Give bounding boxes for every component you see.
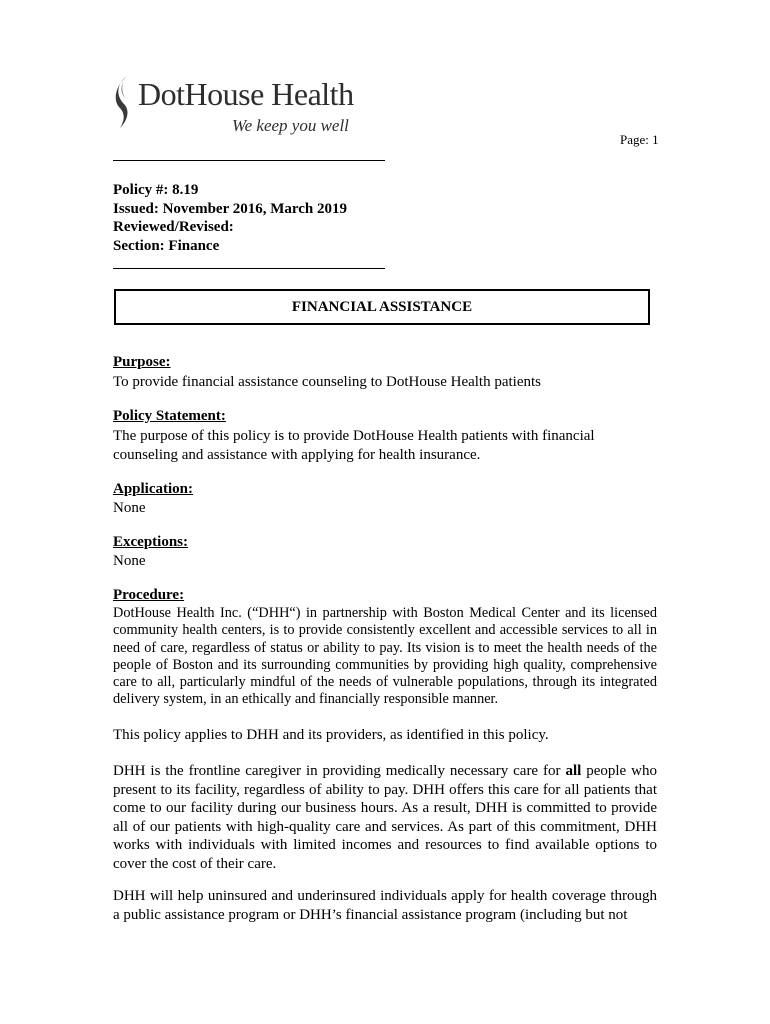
document-title-box (114, 289, 650, 325)
purpose-text: To provide financial assistance counseling to DotHouse Health patients (113, 374, 542, 390)
procedure-paragraph-3 (113, 762, 657, 873)
page-number: Page: 1 (620, 132, 659, 147)
procedure-paragraph-2: This policy applies to DHH and its providers, as identified in this policy. (113, 727, 549, 743)
policy-statement-heading: Policy Statement: (113, 408, 226, 424)
header-divider-bottom (113, 268, 385, 269)
purpose-heading: Purpose: (113, 354, 171, 370)
logo-tagline: We keep you well (232, 116, 349, 135)
application-heading: Application: (113, 481, 194, 497)
logo-name: DotHouse Health (138, 76, 354, 112)
issued-date: Issued: November 2016, March 2019 (113, 200, 348, 217)
para3-text-before: DHH is the frontline caregiver in providing medically necessary care for (113, 763, 566, 779)
application-text: None (113, 500, 146, 516)
policy-section: Section: Finance (113, 237, 220, 254)
policy-statement-line-1: The purpose of this policy is to provide DotHouse Health patients with financial (113, 428, 595, 444)
policy-meta (113, 181, 347, 255)
dothouse-logo (112, 72, 352, 142)
reviewed-revised: Reviewed/Revised: (113, 219, 234, 235)
exceptions-text: None (113, 553, 146, 569)
logo-swirl-icon (112, 74, 136, 138)
para3-bold-all: all (565, 763, 582, 779)
exceptions-heading: Exceptions: (113, 534, 188, 550)
policy-number: Policy #: 8.19 (113, 182, 199, 198)
document-title: FINANCIAL ASSISTANCE (291, 299, 473, 315)
procedure-paragraph-4: DHH will help uninsured and underinsured individuals apply for health coverage through a public assistance program or DHH’s financial assistance program (including but not (113, 888, 657, 923)
procedure-paragraph-1: DotHouse Health Inc. (“DHH“) in partnership with Boston Medical Center and its licensed community health centers, is to provide consistently excellent and accessible services to all in need of care, regardless of status or ability to pay. Its vision is to meet the health needs of the people of Boston and its surrounding communities by providing high quality, comprehensive care to all, particularly mindful of the needs of vulnerable populations, through its integrated delivery system, in an ethically and financially responsible manner. (113, 605, 657, 708)
procedure-heading: Procedure: (113, 587, 185, 603)
para3-text-after: people who present to its facility, regardless of ability to pay. DHH offers this care for all patients that come to our facility during our business hours. As a result, DHH is committed to provide all of our patients with high-quality care and services. As part of this commitment, DHH works with individuals with limited incomes and resources to find available options to cover the cost of their care. (113, 763, 657, 872)
policy-statement-line-2: counseling and assistance with applying for health insurance. (113, 447, 481, 463)
header-divider-top (113, 160, 385, 161)
